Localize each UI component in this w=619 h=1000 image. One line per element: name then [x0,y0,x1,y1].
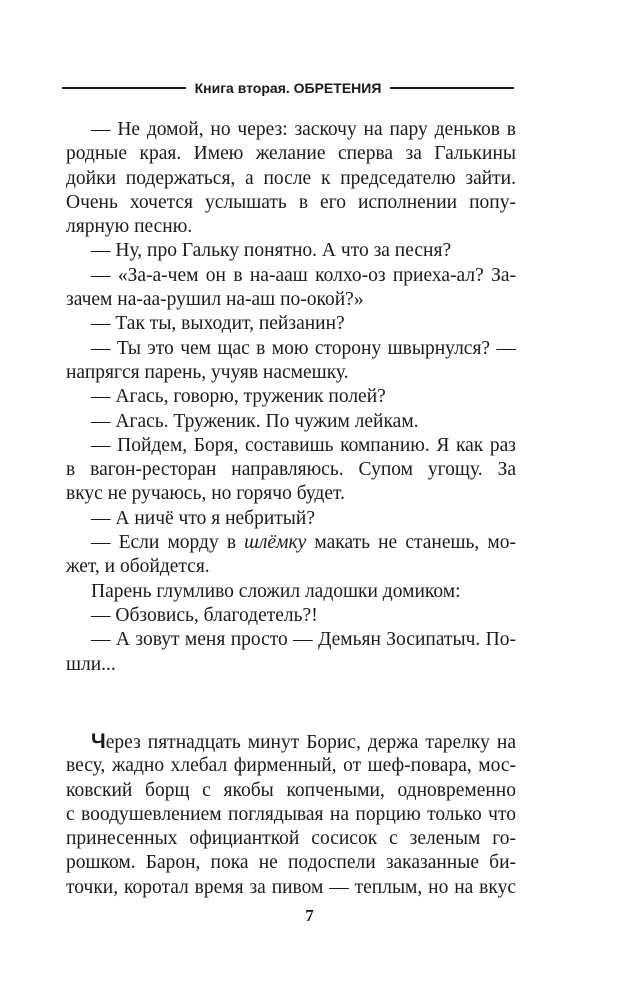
text-segment: — Если морду в [91,532,245,554]
running-header [62,76,514,100]
text-line: лярную песню. [66,216,193,238]
text-line: — Агась. Труженик. По чужим лейкам. [91,410,419,432]
text-line: шли... [66,653,116,675]
text-line: зачем на-аа-рушил на-аш по-окой?» [66,289,364,311]
text-line: Очень хочется услышать в его исполнении попу- [66,191,516,213]
text-line: — Ну, про Гальку понятно. А что за песня? [91,240,452,262]
text-line: ковский борщ с якобы копчеными, одновременно [66,779,516,801]
header-rule-right [390,87,514,89]
text-line: напрягся парень, учуяв насмешку. [66,361,349,383]
header-title: Книга вторая. ОБРЕТЕНИЯ [194,80,382,96]
page-number: 7 [305,906,314,925]
text-line: — Ты это чем щас в мою сторону швырнулся? — [91,337,516,359]
text-line: — А зовут меня просто — Демьян Зосипатыч. По- [91,629,516,651]
text-line: — Не домой, но через: заскочу на пару деньков в [91,119,516,140]
text-line-first [66,730,516,754]
text-line: — Пойдем, Боря, составишь компанию. Я как раз [91,434,516,456]
text-line: Парень глумливо сложил ладошки домиком: [91,580,461,602]
text-line: с воодушевлением поглядывая на порцию только что [66,803,516,825]
italic-word: шлёмку [244,532,307,554]
text-line: дойки подержаться, а после к председателю зайти. [66,167,516,189]
text-line: — «За-а-чем он в на-ааш колхо-оз приеха-ал? За- [91,264,516,286]
text-line: вкус не ручаюсь, но горячо будет. [66,483,345,505]
text-line: — Агась, говорю, труженик полей? [91,386,386,408]
text-line: родные края. Имею желание сперва за Галькины [66,143,516,165]
drop-cap: Ч [91,730,106,753]
text-line: — Так ты, выходит, пейзанин? [91,313,345,335]
text-line: — А ничё что я небритый? [91,507,315,529]
text-line-with-italic [66,531,516,555]
text-line: в вагон-ресторан направляюсь. Супом угощу. За [66,459,516,481]
narrative-block [66,730,516,900]
text-line: точки, коротал время за пивом — теплым, но на вкус [66,876,516,898]
text-line: принесенных официанткой сосисок с зеленым го- [66,828,516,850]
dialogue-block [66,118,516,677]
header-rule-left [62,87,186,89]
text-line: — Обзовись, благодетель?! [91,604,318,626]
text-line: рошком. Барон, пока не подоспели заказанные би- [66,852,516,874]
text-line: жет, и обойдется. [66,556,210,578]
text-segment: макать не станешь, мо- [306,532,516,554]
text-line: весу, жадно хлебал фирменный, от шеф-повара, мос- [66,755,516,777]
text-segment: ерез пятнадцать минут Борис, держа тарелку на [105,732,516,753]
